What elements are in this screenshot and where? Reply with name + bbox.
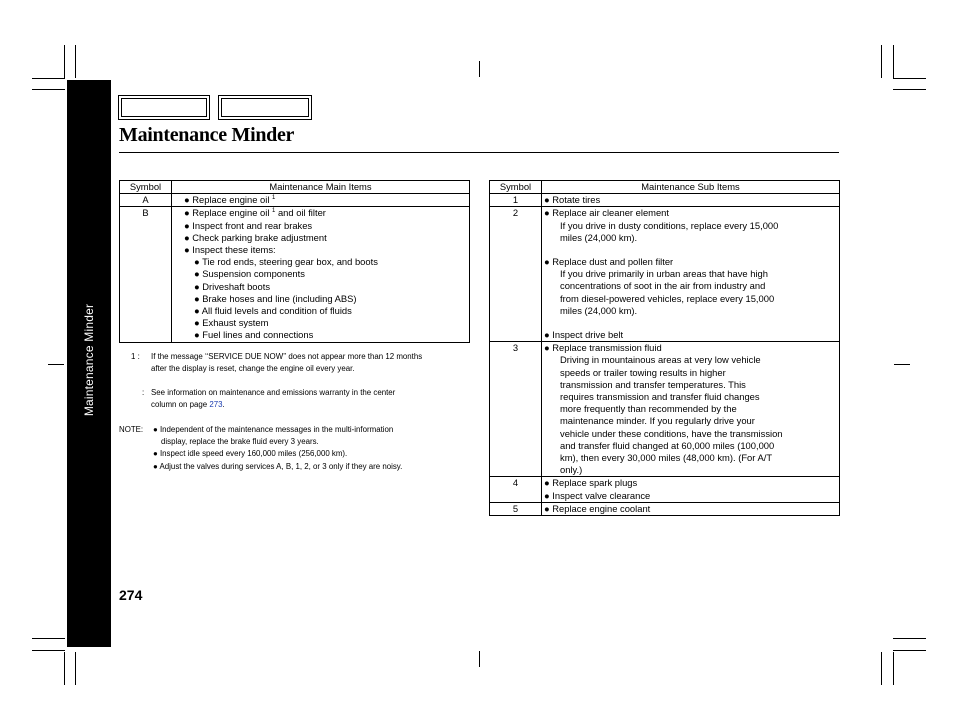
note-item: ● Adjust the valves during services A, B, 1, 2, or 3 only if they are noisy.	[153, 461, 403, 471]
table-header-row	[120, 181, 470, 194]
item-description: more frequently than recommended by the	[560, 403, 737, 415]
table-row	[490, 502, 840, 515]
row-symbol: 1	[490, 194, 542, 207]
item-description: maintenance minder. If you regularly drive your	[560, 415, 755, 427]
item-description: miles (24,000 km).	[560, 304, 638, 316]
footnote-1-text: If the message ‘‘SERVICE DUE NOW’’ does not appear more than 12 months after the display is reset, change the engine oil every year.	[151, 352, 423, 374]
crop-mark	[894, 364, 910, 365]
item-description: km), then every 30,000 miles (48,000 km). (For A/T	[560, 452, 773, 464]
note-list	[153, 424, 402, 473]
list-item: ● Inspect these items:	[184, 244, 276, 256]
row-items	[172, 194, 470, 207]
note-item-cont: display, replace the brake fluid every 3 years.	[161, 437, 319, 447]
item-description: miles (24,000 km).	[560, 231, 638, 243]
table-row	[490, 477, 840, 502]
header-box-right	[218, 95, 312, 120]
list-item: ● Replace dust and pollen filter	[544, 256, 674, 268]
item-description: and transfer fluid changed at 60,000 miles (100,000	[560, 439, 775, 451]
crop-mark	[893, 45, 894, 78]
row-items	[542, 207, 840, 342]
row-items	[542, 194, 840, 207]
table-row	[490, 207, 840, 342]
crop-mark	[64, 45, 65, 78]
table-row	[120, 194, 470, 207]
item-description: vehicle under these conditions, have the transmission	[560, 427, 783, 439]
table-row	[490, 342, 840, 477]
crop-mark	[64, 652, 65, 685]
footnote-ref: 1	[272, 195, 276, 202]
list-item: ● Rotate tires	[544, 194, 601, 206]
symbol-header: Symbol	[490, 181, 542, 194]
crop-mark	[32, 650, 65, 651]
page-title: Maintenance Minder	[119, 124, 295, 146]
item-description: speeds or trailer towing results in higher	[560, 366, 726, 378]
list-item: ● Inspect front and rear brakes	[184, 219, 313, 231]
crop-mark	[48, 364, 64, 365]
item-description: from diesel-powered vehicles, replace every 15,000	[560, 292, 775, 304]
sub-list-item: ● Suspension components	[194, 268, 305, 280]
list-item: ● Replace air cleaner element	[544, 207, 669, 219]
table-row	[120, 207, 470, 342]
row-symbol: A	[120, 194, 172, 207]
table-header-row	[490, 181, 840, 194]
page-link[interactable]: 273	[209, 400, 223, 410]
title-rule	[119, 152, 839, 153]
row-symbol: B	[120, 207, 172, 342]
footnote-ref: 1	[272, 208, 276, 215]
items-header: Maintenance Sub Items	[542, 181, 840, 194]
crop-mark	[32, 78, 65, 79]
list-item: ● Inspect drive belt	[544, 329, 624, 341]
row-items	[542, 477, 840, 502]
crop-mark	[893, 78, 926, 79]
item-description: requires transmission and transfer fluid changes	[560, 391, 760, 403]
item-description: If you drive in dusty conditions, replace every 15,000	[560, 219, 779, 231]
footnote-marker: 1 :	[131, 352, 140, 361]
sub-list-item: ● Brake hoses and line (including ABS)	[194, 292, 357, 304]
note-item: ● Inspect idle speed every 160,000 miles (256,000 km).	[153, 449, 348, 459]
footnote-marker: :	[142, 388, 145, 397]
list-item: ● Replace engine coolant	[544, 502, 651, 514]
items-header: Maintenance Main Items	[172, 181, 470, 194]
sub-list-item: ● Driveshaft boots	[194, 280, 271, 292]
crop-mark	[893, 638, 926, 639]
item-description: Driving in mountainous areas at very low vehicle	[560, 354, 761, 366]
list-item: ● Inspect valve clearance	[544, 489, 651, 501]
list-item: ● Check parking brake adjustment	[184, 231, 327, 243]
crop-mark	[893, 89, 926, 90]
row-items	[542, 342, 840, 477]
row-symbol: 4	[490, 477, 542, 502]
crop-mark	[893, 652, 894, 685]
crop-mark	[893, 650, 926, 651]
crop-mark	[75, 652, 76, 685]
crop-mark	[881, 45, 882, 78]
header-box-left	[118, 95, 210, 120]
list-item: ● Replace engine oil $^1$ and oil filter	[184, 207, 326, 219]
row-items	[172, 207, 470, 342]
sub-list-item: ● Exhaust system	[194, 317, 269, 329]
main-items-table	[119, 180, 470, 343]
item-description: only.)	[560, 464, 583, 476]
row-symbol: 5	[490, 502, 542, 515]
page-number: 274	[119, 587, 143, 603]
note-item: ● Independent of the maintenance messages in the multi-information	[153, 425, 394, 434]
sub-list-item: ● Tie rod ends, steering gear box, and boots	[194, 256, 378, 268]
row-symbol: 3	[490, 342, 542, 477]
crop-mark	[479, 651, 480, 667]
sub-list-item: ● All fluid levels and condition of fluids	[194, 305, 352, 317]
crop-mark	[881, 652, 882, 685]
list-item: ● Replace transmission fluid	[544, 342, 662, 354]
sidebar-label: Maintenance Minder	[82, 303, 96, 417]
crop-mark	[32, 638, 65, 639]
table-row	[490, 194, 840, 207]
symbol-header: Symbol	[120, 181, 172, 194]
crop-mark	[479, 61, 480, 77]
footnote-1	[131, 351, 140, 363]
note-label: NOTE:	[119, 425, 144, 434]
row-symbol: 2	[490, 207, 542, 342]
list-item: ● Replace engine oil $^1$	[184, 194, 276, 206]
item-description: If you drive primarily in urban areas that have high	[560, 268, 768, 280]
row-items	[542, 502, 840, 515]
sub-items-table	[489, 180, 840, 516]
item-description: concentrations of soot in the air from industry and	[560, 280, 766, 292]
item-description: transmission and transfer temperatures. This	[560, 378, 746, 390]
crop-mark	[32, 89, 65, 90]
crop-mark	[75, 45, 76, 78]
sub-list-item: ● Fuel lines and connections	[194, 329, 314, 341]
footnote-2-text: See information on maintenance and emissions warranty in the center column on page 273.	[151, 388, 396, 410]
footnote-2	[142, 387, 144, 399]
list-item: ● Replace spark plugs	[544, 477, 638, 489]
